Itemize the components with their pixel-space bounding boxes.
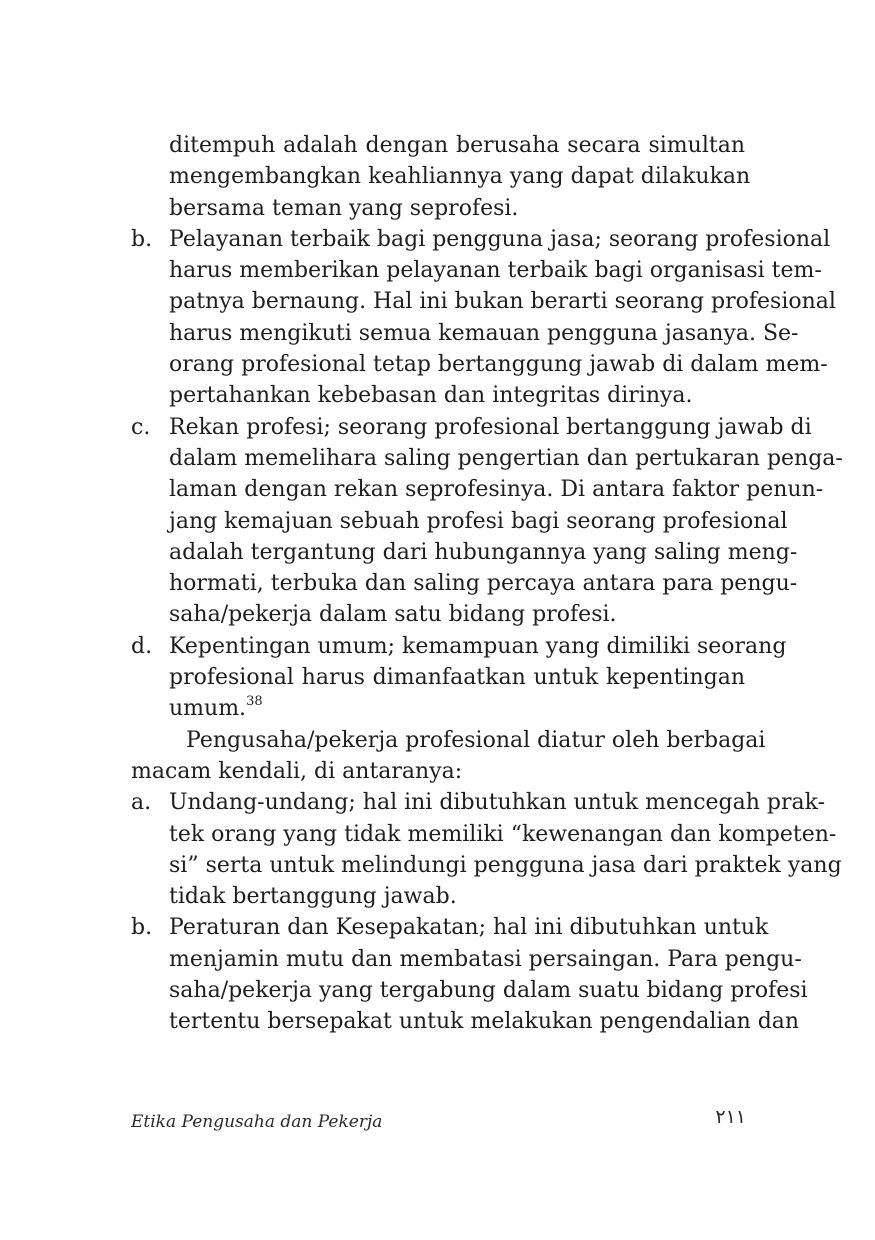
- text-line: macam kendali, di antaranya:: [131, 758, 463, 784]
- text-line: dalam memelihara saling pengertian dan pertukaran penga-: [169, 445, 843, 471]
- list-marker: b.: [131, 915, 153, 941]
- text-line: jang kemajuan sebuah profesi bagi seorang profesional: [169, 508, 788, 534]
- list-item-a-law: [131, 787, 842, 912]
- list-marker: d.: [131, 633, 153, 659]
- list-item-continuation: [131, 130, 751, 224]
- text-line: Undang-undang; hal ini dibutuhkan untuk mencegah prak-: [169, 790, 826, 816]
- list-item-c-colleagues: [131, 412, 843, 631]
- text-line: mengembangkan keahliannya yang dapat dilakukan: [169, 164, 751, 190]
- text-line: profesional harus dimanfaatkan untuk kepentingan: [169, 665, 745, 691]
- text-line: si” serta untuk melindungi pengguna jasa dari praktek yang: [169, 852, 842, 878]
- text-line: harus memberikan pelayanan terbaik bagi organisasi tem-: [169, 258, 822, 284]
- page-number: ٢١١: [715, 1106, 746, 1128]
- list-item-b-service: [131, 224, 836, 412]
- list-item-d-public-interest: [131, 631, 787, 725]
- text-line: saha/pekerja yang tergabung dalam suatu bidang profesi: [169, 978, 808, 1004]
- text-line: tertentu bersepakat untuk melakukan pengendalian dan: [169, 1009, 800, 1035]
- text-line: bersama teman yang seprofesi.: [169, 195, 519, 221]
- text-line: laman dengan rekan seprofesinya. Di antara faktor penun-: [169, 477, 824, 503]
- list-item-b-regulations: [131, 912, 808, 1037]
- text-line: Pelayanan terbaik bagi pengguna jasa; seorang profesional: [169, 226, 831, 252]
- paragraph-controls: [131, 725, 766, 788]
- text-line: Pengusaha/pekerja profesional diatur oleh berbagai: [186, 727, 766, 753]
- text-line: menjamin mutu dan membatasi persaingan. Para pengu-: [169, 946, 802, 972]
- footnote-reference[interactable]: 38: [246, 694, 263, 710]
- list-marker: c.: [131, 414, 151, 440]
- text-line: ditempuh adalah dengan berusaha secara simultan: [169, 133, 745, 158]
- text-line: adalah tergantung dari hubungannya yang saling meng-: [169, 539, 798, 565]
- list-marker: b.: [131, 226, 153, 252]
- text-line: Rekan profesi; seorang profesional bertanggung jawab di: [169, 414, 812, 440]
- body-text: [131, 130, 843, 1038]
- running-title: Etika Pengusaha dan Pekerja: [131, 1112, 383, 1132]
- text-line: patnya bernaung. Hal ini bukan berarti seorang profesional: [169, 289, 836, 315]
- text-fragment: umum.: [169, 696, 247, 722]
- list-marker: a.: [131, 790, 152, 816]
- text-line: tidak bertanggung jawab.: [169, 884, 457, 910]
- text-line: tek orang yang tidak memiliki “kewenangan dan kompeten-: [169, 821, 837, 847]
- text-line: pertahankan kebebasan dan integritas dirinya.: [169, 383, 693, 409]
- text-line: saha/pekerja dalam satu bidang profesi.: [169, 602, 617, 628]
- text-line: Peraturan dan Kesepakatan; hal ini dibutuhkan untuk: [169, 915, 769, 941]
- text-line: Kepentingan umum; kemampuan yang dimiliki seorang: [169, 633, 787, 659]
- text-line: hormati, terbuka dan saling percaya antara para pengu-: [169, 571, 798, 597]
- text-line: harus mengikuti semua kemauan pengguna jasanya. Se-: [169, 320, 799, 346]
- text-line: orang profesional tetap bertanggung jawab di dalam mem-: [169, 352, 828, 378]
- text-line: [169, 693, 745, 724]
